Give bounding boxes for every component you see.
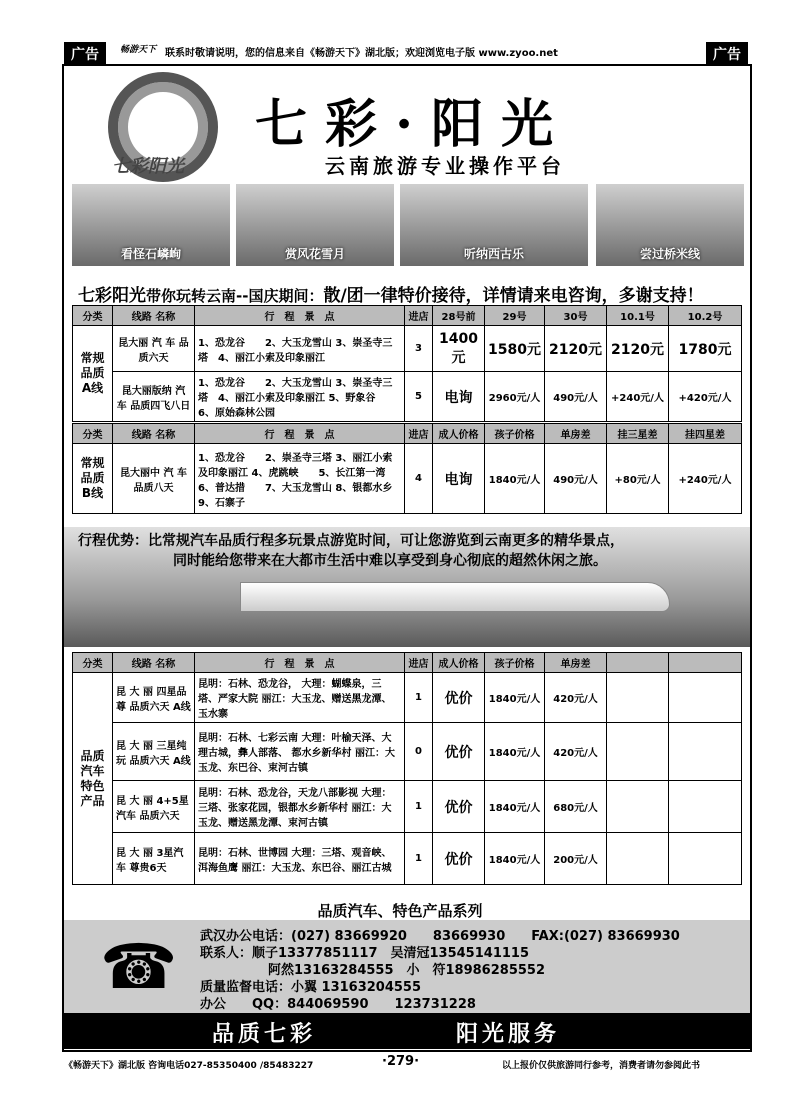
table-row: 昆 大 丽 4+5星汽车 品质六天 昆明：石林、恐龙谷，天龙八部影视 大理：三塔、张家花园，银都水乡新华村 丽江：大玉龙、赠送黑龙潭、束河古镇 1 优价 1840元/人 680元/人 bbox=[73, 781, 742, 833]
table-row: 品质汽车特色产品 昆 大 丽 四星品尊 品质六天 A线 昆明：石林、恐龙谷， 大理：蝴蝶泉，三塔、严家大院 丽江：大玉龙、赠送黑龙潭、玉水寨 1 优价 1840元/人 420元/人 bbox=[73, 673, 742, 723]
route-table-a: 分类 线路 名称 行 程 景 点 进店 28号前 29号 30号 10.1号 10.2号 常规品质A线 昆大丽 汽 车 品质六天 1、恐龙谷 2、大玉龙雪山 3、崇圣寺三塔 4、丽江小索及印象丽江 3 1400元 1580元 2120元 2120元 1780元 昆大丽版纳 汽 车 品质四飞八日 1、恐龙谷 2、大玉龙雪山 3、崇圣寺三塔 4、丽江小索及印象丽江 5、野象谷 6、原始森林公园 5 电询 2960元/人 490元/人 +240元/人 +420元/人 bbox=[72, 305, 742, 422]
advantage-text: 行程优势：比常规汽车品质行程多玩景点游览时间，可让您游览到云南更多的精华景点， 同时能给您带来在大都市生活中难以享受到身心彻底的超然休闲之旅。 bbox=[78, 533, 624, 569]
header-notice: 联系时敬请说明，您的信息来自《畅游天下》湖北版；欢迎浏览电子版 www.zyoo.net bbox=[165, 48, 558, 59]
table-row: 昆 大 丽 三星纯玩 品质六天 A线 昆明：石林、七彩云南 大理：叶榆天泽、大理古城，彝人部落、 都水乡新华村 丽江：大玉龙、东巴谷、束河古镇 0 优价 1840元/人 420元/人 bbox=[73, 723, 742, 781]
office-phone: 武汉办公电话：(027) 83669920 83669930 FAX:(027) 83669930 bbox=[200, 929, 680, 944]
supervise-phone: 质量监督电话：小翼 13163204555 bbox=[200, 980, 422, 995]
brand-subtitle: 云南旅游专业操作平台 bbox=[325, 154, 565, 178]
promo-line: 七彩阳光带你玩转云南--国庆期间：散/团一律特价接待，详情请来电咨询，多谢支持！ bbox=[78, 286, 704, 306]
table-row: 常规品质B线 昆大丽中 汽 车 品质八天 1、恐龙谷 2、崇圣寺三塔 3、丽江小索及印象丽江 4、虎跳峡 5、长江第一湾 6、普达措 7、大玉龙雪山 8、银都水乡 9、石寨子 4 电询 1840元/人 490元/人 +80元/人 +240元/人 bbox=[73, 444, 742, 514]
footer-left: 《畅游天下》湖北版 咨询电话027-85350400 /85483227 bbox=[64, 1061, 314, 1071]
photo-caption: 赏风花雪月 bbox=[284, 247, 345, 261]
table-row: 昆 大 丽 3星汽车 尊贵6天 昆明：石林、世博园 大理：三塔、观音峡、洱海鱼鹰 丽江：大玉龙、东巴谷、丽江古城 1 优价 1840元/人 200元/人 bbox=[73, 833, 742, 885]
table-row: 常规品质A线 昆大丽 汽 车 品质六天 1、恐龙谷 2、大玉龙雪山 3、崇圣寺三塔 4、丽江小索及印象丽江 3 1400元 1580元 2120元 2120元 1780元 bbox=[73, 326, 742, 372]
page-number: ·279· bbox=[382, 1054, 420, 1069]
contact-people-2: 阿然13163284555 小 符18986285552 bbox=[268, 963, 545, 978]
photo-rice-noodle bbox=[596, 184, 744, 266]
office-qq: 办公 QQ：844069590 123731228 bbox=[200, 997, 476, 1012]
contact-people: 联系人：顺子13377851117 吴清冠13545141115 bbox=[200, 946, 529, 961]
footer-right: 以上报价仅供旅游同行参考，消费者请勿参阅此书 bbox=[502, 1061, 701, 1071]
route-table-b: 分类 线路 名称 行 程 景 点 进店 成人价格 孩子价格 单房差 挂三星差 挂四星差 常规品质B线 昆大丽中 汽 车 品质八天 1、恐龙谷 2、崇圣寺三塔 3、丽江小索及印象丽江 4、虎跳峡 5、长江第一湾 6、普达措 7、大玉龙雪山 8、银都水乡 9、石寨子 4 电询 1840元/人 490元/人 +80元/人 +240元/人 bbox=[72, 423, 742, 514]
slogan-left: 品质七彩 bbox=[212, 1022, 317, 1047]
photo-caption: 看怪石嶙峋 bbox=[120, 247, 181, 261]
telephone-icon: ☎ bbox=[100, 930, 178, 1003]
train-image bbox=[240, 582, 670, 612]
site-logo: 畅游天下 bbox=[120, 45, 157, 55]
route-table-c: 分类 线路 名称 行 程 景 点 进店 成人价格 孩子价格 单房差 品质汽车特色产品 昆 大 丽 四星品尊 品质六天 A线 昆明：石林、恐龙谷， 大理：蝴蝶泉，三塔、严家大院 丽江：大玉龙、赠送黑龙潭、玉水寨 1 优价 1840元/人 420元/人 昆 大 丽 三星纯玩 品质六天 A线 昆明：石林、七彩云南 大理：叶榆天泽、大理古城，彝人部落、 都水乡新华村 丽江：大玉龙、东巴谷、束河古镇 0 优价 1840元/人 420元/人 昆 大 丽 4+5星汽车 品质六天 昆明：石林、恐龙谷，天龙八部影视 大理：三塔、张家花园，银都水乡新华村 丽江：大玉龙、赠送黑龙潭、束河古镇 1 优价 1840元/人 680元/人 昆 大 丽 3星汽车 尊贵6天 昆明：石林、世博园 大理：三塔、观音峡、洱海鱼鹰 丽江：大玉龙、东巴谷、丽江古城 1 优价 1840元/人 200元/人 bbox=[72, 652, 742, 885]
photo-caption: 听纳西古乐 bbox=[463, 247, 524, 261]
photo-erhai bbox=[236, 184, 394, 266]
ad-label-left: 广告 bbox=[64, 42, 106, 64]
slogan-bar bbox=[64, 1013, 750, 1049]
ad-label-right: 广告 bbox=[706, 42, 748, 64]
slogan-right: 阳光服务 bbox=[456, 1022, 561, 1047]
table-row: 昆大丽版纳 汽 车 品质四飞八日 1、恐龙谷 2、大玉龙雪山 3、崇圣寺三塔 4、丽江小索及印象丽江 5、野象谷 6、原始森林公园 5 电询 2960元/人 490元/人 +240元/人 +420元/人 bbox=[73, 372, 742, 422]
photo-caption: 尝过桥米线 bbox=[639, 247, 700, 261]
brand-title: 七彩·阳光 bbox=[255, 94, 572, 155]
series-title: 品质汽车、特色产品系列 bbox=[317, 902, 483, 920]
photo-stone-forest bbox=[72, 184, 230, 266]
photo-lijiang bbox=[400, 184, 588, 266]
brand-logo-text: 七彩阳光 bbox=[112, 156, 184, 177]
